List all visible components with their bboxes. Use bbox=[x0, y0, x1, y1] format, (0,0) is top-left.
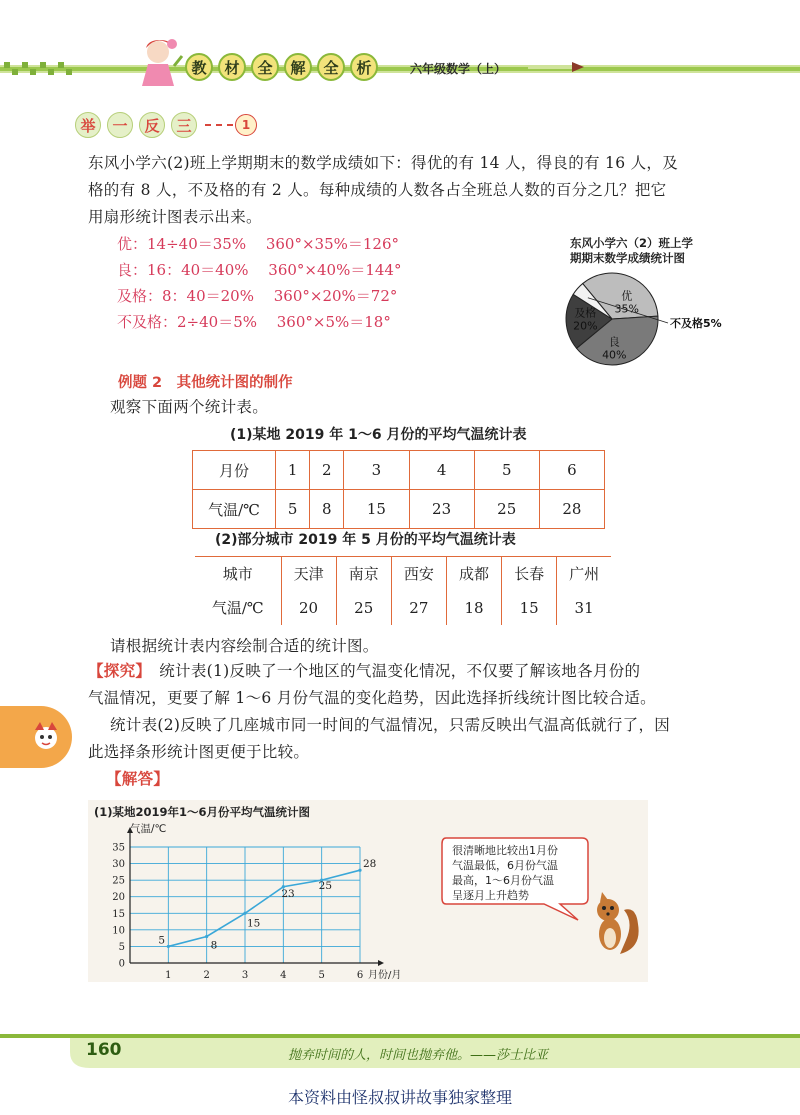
bubble-line: 最高，1～6月份气温 bbox=[452, 874, 554, 887]
explore-line: 统计表(1)反映了一个地区的气温变化情况，不仅要了解该地各月份的 bbox=[143, 662, 641, 680]
bubble-line: 呈逐月上升趋势 bbox=[452, 889, 529, 902]
table-cell: 6 bbox=[539, 451, 604, 490]
table2 bbox=[195, 556, 611, 625]
header-title-char: 教 bbox=[185, 53, 213, 81]
x-axis-arrow bbox=[378, 960, 384, 966]
header-title-char: 全 bbox=[317, 53, 345, 81]
header-title-char: 材 bbox=[218, 53, 246, 81]
speech-bubble bbox=[440, 836, 590, 922]
explore-text bbox=[88, 658, 738, 766]
pie-value-label: 35% bbox=[614, 302, 639, 316]
x-tick-label: 1 bbox=[165, 970, 172, 981]
section-number: 1 bbox=[235, 114, 257, 136]
table-cell: 23 bbox=[409, 490, 474, 529]
table-cell: 1 bbox=[276, 451, 310, 490]
table1 bbox=[192, 450, 605, 529]
y-tick-label: 10 bbox=[112, 925, 125, 937]
y-tick-label: 30 bbox=[112, 859, 125, 871]
table-cell: 2 bbox=[310, 451, 344, 490]
data-point bbox=[358, 869, 361, 872]
answer-tag bbox=[106, 766, 746, 793]
data-label: 15 bbox=[247, 917, 261, 930]
data-label: 5 bbox=[158, 934, 166, 947]
header-title-char: 解 bbox=[284, 53, 312, 81]
bubble-line: 很清晰地比较出1月份 bbox=[452, 844, 558, 857]
table2-title: (2)部分城市 2019 年 5 月份的平均气温统计表 bbox=[215, 532, 516, 548]
data-label: 28 bbox=[363, 858, 377, 871]
problem-line: 用扇形统计图表示出来。 bbox=[88, 208, 262, 226]
pie-value-label: 20% bbox=[573, 319, 598, 333]
pen-icon bbox=[528, 60, 588, 74]
table-cell: 4 bbox=[409, 451, 474, 490]
x-tick-label: 6 bbox=[356, 970, 364, 981]
pie-title-line: 东风小学六（2）班上学 bbox=[570, 236, 694, 250]
pie-label: 良 bbox=[608, 335, 620, 349]
footer-credit: 本资料由怪叔叔讲故事独家整理 bbox=[287, 1088, 512, 1107]
calc-line: 及格：8：40＝20% 360°×20%＝72° bbox=[117, 287, 398, 305]
table-header-cell: 城市 bbox=[195, 557, 281, 591]
line-chart bbox=[100, 818, 420, 982]
table-cell: 广州 bbox=[557, 557, 611, 591]
page-number: 160 bbox=[86, 1040, 122, 1060]
header-title-char: 全 bbox=[251, 53, 279, 81]
table-cell: 31 bbox=[557, 591, 611, 625]
calc-line: 良：16：40＝40% 360°×40%＝144° bbox=[117, 261, 402, 279]
table-cell: 南京 bbox=[336, 557, 391, 591]
table-header-cell: 气温/℃ bbox=[193, 490, 276, 529]
x-tick-label: 2 bbox=[203, 970, 210, 981]
table-row bbox=[193, 490, 605, 529]
data-label: 8 bbox=[210, 939, 218, 952]
pie-label: 不及格5% bbox=[670, 317, 722, 330]
instruction-text: 请根据统计表内容绘制合适的统计图。 bbox=[110, 637, 379, 655]
data-label: 23 bbox=[281, 887, 295, 900]
header-title-char: 析 bbox=[350, 53, 378, 81]
footer-quote: 抛弃时间的人，时间也抛弃他。——莎士比亚 bbox=[288, 1048, 549, 1063]
pie-chart bbox=[564, 265, 734, 371]
x-tick-label: 3 bbox=[241, 970, 249, 981]
table-row bbox=[193, 451, 605, 490]
pie-title bbox=[570, 236, 693, 266]
section-badge bbox=[75, 112, 257, 138]
y-tick-label: 35 bbox=[112, 842, 125, 854]
answer-tag-label: 【解答】 bbox=[106, 770, 170, 788]
table-cell: 28 bbox=[539, 490, 604, 529]
table-cell: 15 bbox=[344, 490, 409, 529]
fox-face-icon bbox=[30, 720, 62, 752]
section-char: 三 bbox=[171, 112, 197, 138]
table-cell: 25 bbox=[474, 490, 539, 529]
table-cell: 20 bbox=[281, 591, 336, 625]
explore-line: 此选择条形统计图更便于比较。 bbox=[88, 743, 310, 761]
table-cell: 天津 bbox=[281, 557, 336, 591]
problem-line: 东风小学六(2)班上学期期末的数学成绩如下：得优的有 14 人，得良的有 16 人，及 bbox=[88, 154, 679, 172]
table-cell: 8 bbox=[310, 490, 344, 529]
section-char: 反 bbox=[139, 112, 165, 138]
y-tick-label: 20 bbox=[112, 892, 125, 904]
table-cell: 西安 bbox=[391, 557, 446, 591]
x-tick-label: 5 bbox=[318, 970, 325, 981]
data-label: 25 bbox=[318, 880, 333, 893]
side-tab bbox=[0, 706, 72, 768]
table-row bbox=[195, 591, 611, 625]
pie-label: 及格 bbox=[574, 306, 597, 320]
table-cell: 25 bbox=[336, 591, 391, 625]
chart-title: (1)某地2019年1～6月份平均气温统计图 bbox=[94, 805, 311, 819]
y-tick-label: 15 bbox=[112, 908, 125, 920]
y-tick-label: 25 bbox=[112, 875, 125, 887]
problem-text bbox=[88, 150, 728, 231]
calc-line: 优：14÷40＝35% 360°×35%＝126° bbox=[117, 235, 400, 253]
table-cell: 27 bbox=[391, 591, 446, 625]
example-title: 例题 2 其他统计图的制作 bbox=[118, 375, 293, 391]
table-header-cell: 月份 bbox=[193, 451, 276, 490]
section-char: 一 bbox=[107, 112, 133, 138]
explore-line: 气温情况，更要了解 1～6 月份气温的变化趋势，因此选择折线统计图比较合适。 bbox=[88, 689, 656, 707]
table-cell: 长春 bbox=[502, 557, 557, 591]
problem-line: 格的有 8 人，不及格的有 2 人。每种成绩的人数各占全班总人数的百分之几？把它 bbox=[88, 181, 667, 199]
header-subtitle: 六年级数学（上） bbox=[410, 62, 507, 76]
header-title bbox=[185, 53, 378, 81]
table-cell: 成都 bbox=[446, 557, 501, 591]
table-header-cell: 气温/℃ bbox=[195, 591, 281, 625]
section-dash bbox=[205, 124, 233, 126]
pie-title-line: 期期末数学成绩统计图 bbox=[570, 251, 685, 265]
explore-tag: 【探究】 bbox=[88, 662, 144, 680]
header-pattern bbox=[0, 60, 140, 78]
table-cell: 3 bbox=[344, 451, 409, 490]
pie-value-label: 40% bbox=[602, 348, 627, 362]
table1-title: (1)某地 2019 年 1～6 月份的平均气温统计表 bbox=[230, 427, 527, 443]
calc-line: 不及格：2÷40＝5% 360°×5%＝18° bbox=[117, 313, 391, 331]
pie-label: 优 bbox=[621, 289, 633, 303]
data-point bbox=[167, 945, 170, 948]
calc-list bbox=[117, 231, 401, 335]
example-intro: 观察下面两个统计表。 bbox=[110, 398, 269, 416]
data-point bbox=[243, 912, 246, 915]
x-axis-label: 月份/月 bbox=[368, 970, 402, 981]
table-cell: 5 bbox=[276, 490, 310, 529]
y-tick-label: 0 bbox=[118, 958, 125, 970]
table-cell: 5 bbox=[474, 451, 539, 490]
x-tick-label: 4 bbox=[280, 970, 287, 981]
table-cell: 18 bbox=[446, 591, 501, 625]
y-axis-label: 气温/℃ bbox=[130, 823, 167, 835]
y-tick-label: 5 bbox=[118, 941, 125, 953]
section-char: 举 bbox=[75, 112, 101, 138]
table-row bbox=[195, 557, 611, 591]
table-cell: 15 bbox=[502, 591, 557, 625]
squirrel-icon bbox=[590, 888, 642, 958]
bubble-line: 气温最低，6月份气温 bbox=[452, 859, 558, 872]
data-point bbox=[205, 935, 208, 938]
explore-line: 统计表(2)反映了几座城市同一时间的气温情况，只需反映出气温高低就行了，因 bbox=[110, 716, 671, 734]
girl-mascot-icon bbox=[136, 36, 184, 94]
